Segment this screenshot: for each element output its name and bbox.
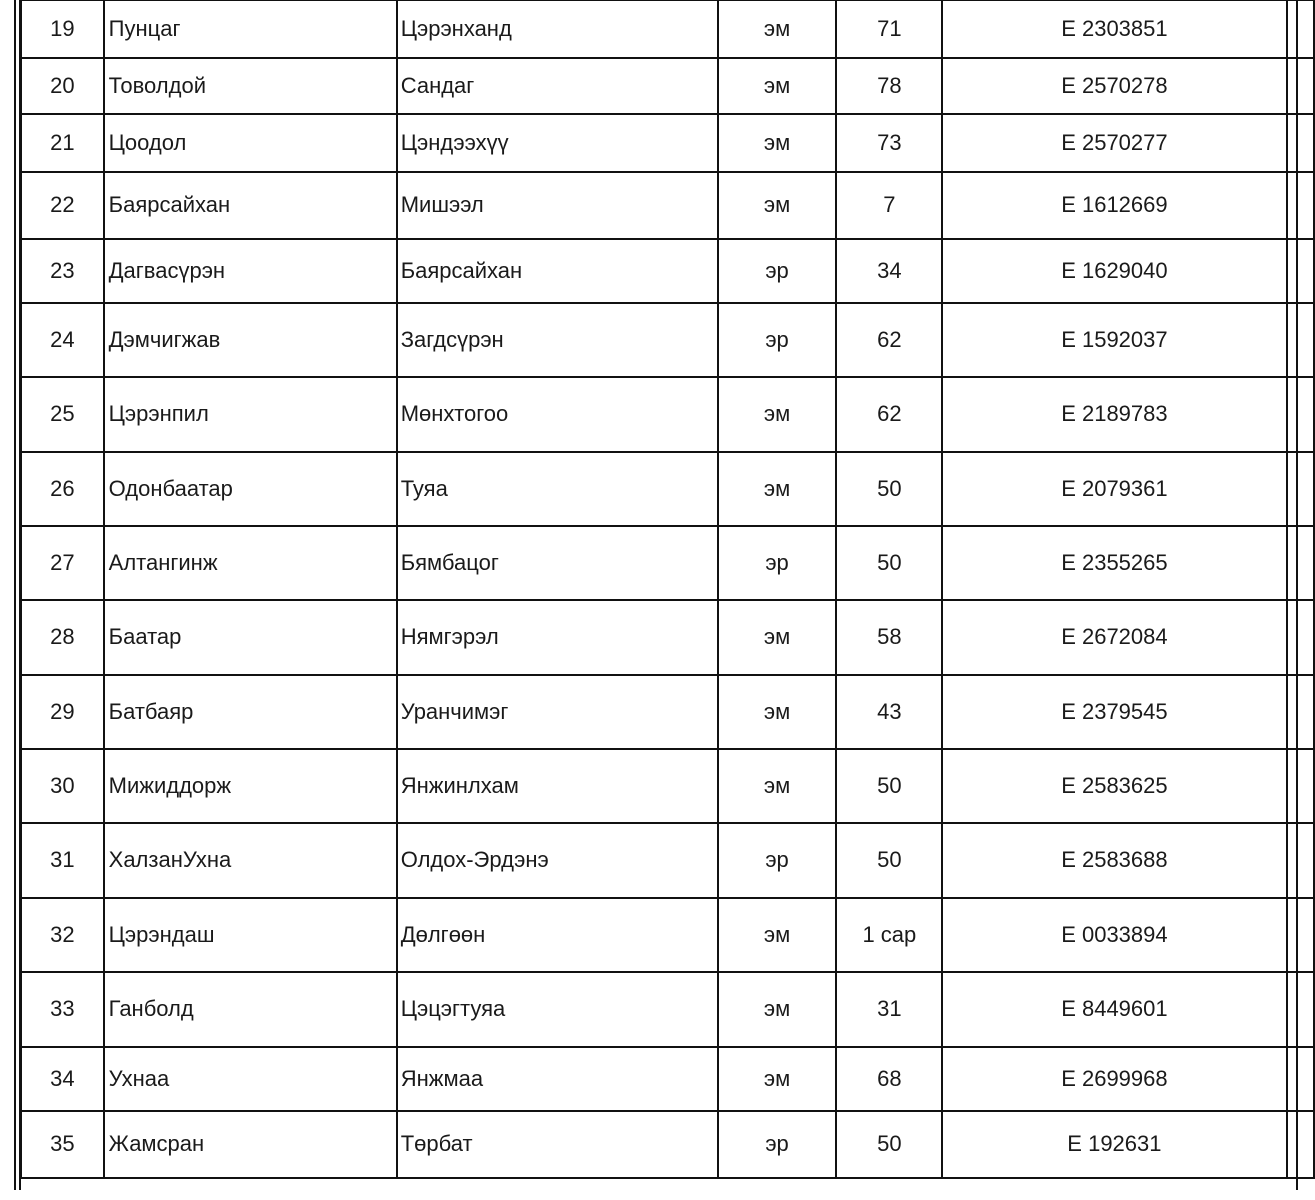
- extra-cell: [1287, 600, 1314, 675]
- row-number: 30: [21, 749, 104, 823]
- table-row: [21, 600, 1314, 675]
- table-row: [21, 823, 1314, 898]
- sex-cell: эм: [718, 898, 837, 972]
- table-row: [21, 1047, 1314, 1111]
- sex-cell: эр: [718, 239, 837, 303]
- given-name-cell: Мөнхтогоо: [397, 377, 718, 452]
- table-row: [21, 1, 1314, 58]
- sex-cell: эм: [718, 675, 837, 749]
- given-name-cell: Төрбат: [397, 1111, 718, 1178]
- given-name-cell: Цэндээхүү: [397, 114, 718, 172]
- extra-cell: [1287, 972, 1314, 1047]
- surname-cell: ХалзанУхна: [104, 823, 397, 898]
- surname-cell: Батбаяр: [104, 675, 397, 749]
- surname-cell: Цэрэндаш: [104, 898, 397, 972]
- id-number-cell: E 0033894: [942, 898, 1286, 972]
- extra-cell: [1287, 823, 1314, 898]
- given-name-cell: Янжинлхам: [397, 749, 718, 823]
- age-cell: 34: [836, 239, 942, 303]
- age-cell: 43: [836, 675, 942, 749]
- surname-cell: Одонбаатар: [104, 452, 397, 526]
- table-row: [21, 172, 1314, 239]
- id-number-cell: E 2303851: [942, 1, 1286, 58]
- table-row: [21, 239, 1314, 303]
- id-number-cell: E 2672084: [942, 600, 1286, 675]
- given-name-cell: Мишээл: [397, 172, 718, 239]
- row-number: 33: [21, 972, 104, 1047]
- row-number: 23: [21, 239, 104, 303]
- extra-cell: [1287, 898, 1314, 972]
- surname-cell: Жамсран: [104, 1111, 397, 1178]
- age-cell: 78: [836, 58, 942, 114]
- id-number-cell: E 2570277: [942, 114, 1286, 172]
- row-number: 20: [21, 58, 104, 114]
- age-cell: 50: [836, 749, 942, 823]
- id-number-cell: E 2189783: [942, 377, 1286, 452]
- sex-cell: эм: [718, 1047, 837, 1111]
- age-cell: 58: [836, 600, 942, 675]
- row-number: 32: [21, 898, 104, 972]
- row-number: 26: [21, 452, 104, 526]
- sex-cell: эм: [718, 749, 837, 823]
- sex-cell: эр: [718, 1111, 837, 1178]
- sex-cell: эм: [718, 114, 837, 172]
- records-table: [20, 0, 1315, 1179]
- age-cell: 50: [836, 823, 942, 898]
- age-cell: 50: [836, 1111, 942, 1178]
- id-number-cell: E 2570278: [942, 58, 1286, 114]
- id-number-cell: E 1592037: [942, 303, 1286, 377]
- row-number: 25: [21, 377, 104, 452]
- extra-cell: [1287, 749, 1314, 823]
- table-row: [21, 452, 1314, 526]
- sex-cell: эм: [718, 452, 837, 526]
- given-name-cell: Сандаг: [397, 58, 718, 114]
- id-number-cell: E 2079361: [942, 452, 1286, 526]
- extra-cell: [1287, 239, 1314, 303]
- sex-cell: эм: [718, 600, 837, 675]
- row-number: 19: [21, 1, 104, 58]
- id-number-cell: E 1612669: [942, 172, 1286, 239]
- sex-cell: эр: [718, 526, 837, 600]
- extra-cell: [1287, 452, 1314, 526]
- table-row: [21, 114, 1314, 172]
- given-name-cell: Цэцэгтуяа: [397, 972, 718, 1047]
- given-name-cell: Баярсайхан: [397, 239, 718, 303]
- given-name-cell: Цэрэнханд: [397, 1, 718, 58]
- surname-cell: Баярсайхан: [104, 172, 397, 239]
- age-cell: 50: [836, 452, 942, 526]
- age-cell: 7: [836, 172, 942, 239]
- id-number-cell: E 1629040: [942, 239, 1286, 303]
- given-name-cell: Уранчимэг: [397, 675, 718, 749]
- id-number-cell: E 2583625: [942, 749, 1286, 823]
- given-name-cell: Нямгэрэл: [397, 600, 718, 675]
- sex-cell: эм: [718, 972, 837, 1047]
- table-row: [21, 749, 1314, 823]
- extra-cell: [1287, 1111, 1314, 1178]
- surname-cell: Мижиддорж: [104, 749, 397, 823]
- table-row: [21, 526, 1314, 600]
- row-number: 21: [21, 114, 104, 172]
- given-name-cell: Бямбацог: [397, 526, 718, 600]
- row-number: 35: [21, 1111, 104, 1178]
- row-number: 28: [21, 600, 104, 675]
- age-cell: 31: [836, 972, 942, 1047]
- surname-cell: Баатар: [104, 600, 397, 675]
- surname-cell: Цэрэнпил: [104, 377, 397, 452]
- extra-cell: [1287, 675, 1314, 749]
- given-name-cell: Олдох-Эрдэнэ: [397, 823, 718, 898]
- age-cell: 71: [836, 1, 942, 58]
- extra-cell: [1287, 377, 1314, 452]
- age-cell: 50: [836, 526, 942, 600]
- row-number: 34: [21, 1047, 104, 1111]
- sex-cell: эм: [718, 1, 837, 58]
- table-row: [21, 58, 1314, 114]
- left-border-outer: [14, 0, 16, 1190]
- surname-cell: Цоодол: [104, 114, 397, 172]
- surname-cell: Ухнаа: [104, 1047, 397, 1111]
- surname-cell: Ганболд: [104, 972, 397, 1047]
- sex-cell: эм: [718, 172, 837, 239]
- age-cell: 1 сар: [836, 898, 942, 972]
- table-row: [21, 377, 1314, 452]
- extra-cell: [1287, 172, 1314, 239]
- table-row: [21, 898, 1314, 972]
- records-table-body: [21, 1, 1314, 1178]
- extra-cell: [1287, 114, 1314, 172]
- table-row: [21, 972, 1314, 1047]
- surname-cell: Алтангинж: [104, 526, 397, 600]
- id-number-cell: E 2379545: [942, 675, 1286, 749]
- table-row: [21, 1111, 1314, 1178]
- row-number: 31: [21, 823, 104, 898]
- id-number-cell: E 2355265: [942, 526, 1286, 600]
- extra-cell: [1287, 526, 1314, 600]
- id-number-cell: E 8449601: [942, 972, 1286, 1047]
- extra-cell: [1287, 58, 1314, 114]
- extra-cell: [1287, 303, 1314, 377]
- sex-cell: эм: [718, 377, 837, 452]
- age-cell: 62: [836, 303, 942, 377]
- age-cell: 73: [836, 114, 942, 172]
- row-number: 22: [21, 172, 104, 239]
- extra-cell: [1287, 1, 1314, 58]
- age-cell: 62: [836, 377, 942, 452]
- row-number: 24: [21, 303, 104, 377]
- table-row: [21, 303, 1314, 377]
- right-border: [1296, 0, 1298, 1190]
- table-row: [21, 675, 1314, 749]
- sex-cell: эм: [718, 58, 837, 114]
- sex-cell: эр: [718, 303, 837, 377]
- surname-cell: Дагвасүрэн: [104, 239, 397, 303]
- id-number-cell: E 2699968: [942, 1047, 1286, 1111]
- age-cell: 68: [836, 1047, 942, 1111]
- given-name-cell: Янжмаа: [397, 1047, 718, 1111]
- given-name-cell: Загдсүрэн: [397, 303, 718, 377]
- surname-cell: Товолдой: [104, 58, 397, 114]
- surname-cell: Пунцаг: [104, 1, 397, 58]
- sex-cell: эр: [718, 823, 837, 898]
- given-name-cell: Туяа: [397, 452, 718, 526]
- extra-cell: [1287, 1047, 1314, 1111]
- row-number: 27: [21, 526, 104, 600]
- given-name-cell: Дөлгөөн: [397, 898, 718, 972]
- id-number-cell: E 2583688: [942, 823, 1286, 898]
- surname-cell: Дэмчигжав: [104, 303, 397, 377]
- row-number: 29: [21, 675, 104, 749]
- id-number-cell: E 192631: [942, 1111, 1286, 1178]
